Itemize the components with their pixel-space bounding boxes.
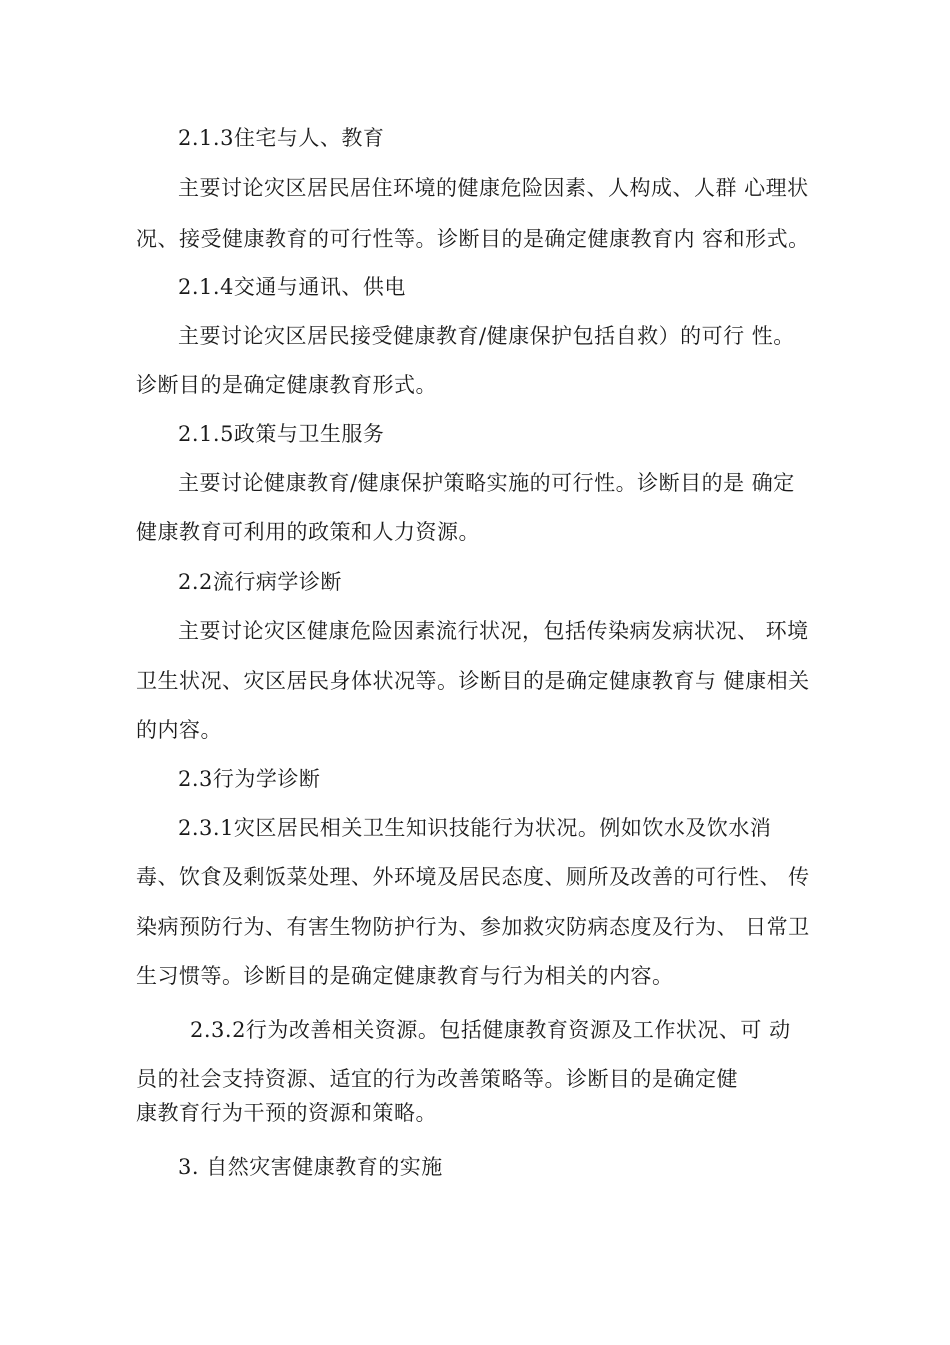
heading-2-1-3: 2.1.3住宅与人、教育 xyxy=(178,126,385,150)
paragraph-line: 主要讨论灾区健康危险因素流行状况，包括传染病发病状况、 环境 xyxy=(178,619,809,643)
paragraph-line: 主要讨论灾区居民居住环境的健康危险因素、人构成、人群 心理状 xyxy=(178,176,809,200)
heading-2-2: 2.2流行病学诊断 xyxy=(178,570,342,594)
heading-2-1-5: 2.1.5政策与卫生服务 xyxy=(178,422,385,446)
paragraph-line: 主要讨论健康教育/健康保护策略实施的可行性。诊断目的是 确定 xyxy=(178,471,795,495)
paragraph-line: 染病预防行为、有害生物防护行为、参加救灾防病态度及行为、 日常卫 xyxy=(136,915,810,939)
heading-3: 3. 自然灾害健康教育的实施 xyxy=(178,1155,443,1179)
paragraph-line: 生习惯等。诊断目的是确定健康教育与行为相关的内容。 xyxy=(136,964,674,988)
paragraph-line: 诊断目的是确定健康教育形式。 xyxy=(136,373,437,397)
heading-2-3: 2.3行为学诊断 xyxy=(178,767,321,791)
heading-2-1-4: 2.1.4交通与通讯、供电 xyxy=(178,275,406,299)
paragraph-line: 毒、饮食及剩饭菜处理、外环境及居民态度、厕所及改善的可行性、 传 xyxy=(136,865,810,889)
paragraph-line: 2.3.2行为改善相关资源。包括健康教育资源及工作状况、可 动 xyxy=(190,1018,791,1042)
paragraph-line: 卫生状况、灾区居民身体状况等。诊断目的是确定健康教育与 健康相关 xyxy=(136,669,810,693)
paragraph-line: 主要讨论灾区居民接受健康教育/健康保护包括自救）的可行 性。 xyxy=(178,324,795,348)
paragraph-line: 员的社会支持资源、适宜的行为改善策略等。诊断目的是确定健 xyxy=(136,1067,738,1091)
paragraph-line: 康教育行为干预的资源和策略。 xyxy=(136,1101,437,1125)
paragraph-line: 2.3.1灾区居民相关卫生知识技能行为状况。例如饮水及饮水消 xyxy=(178,816,772,840)
paragraph-line: 健康教育可利用的政策和人力资源。 xyxy=(136,520,480,544)
paragraph-line: 的内容。 xyxy=(136,718,222,742)
paragraph-line: 况、接受健康教育的可行性等。诊断目的是确定健康教育内 容和形式。 xyxy=(136,227,810,251)
